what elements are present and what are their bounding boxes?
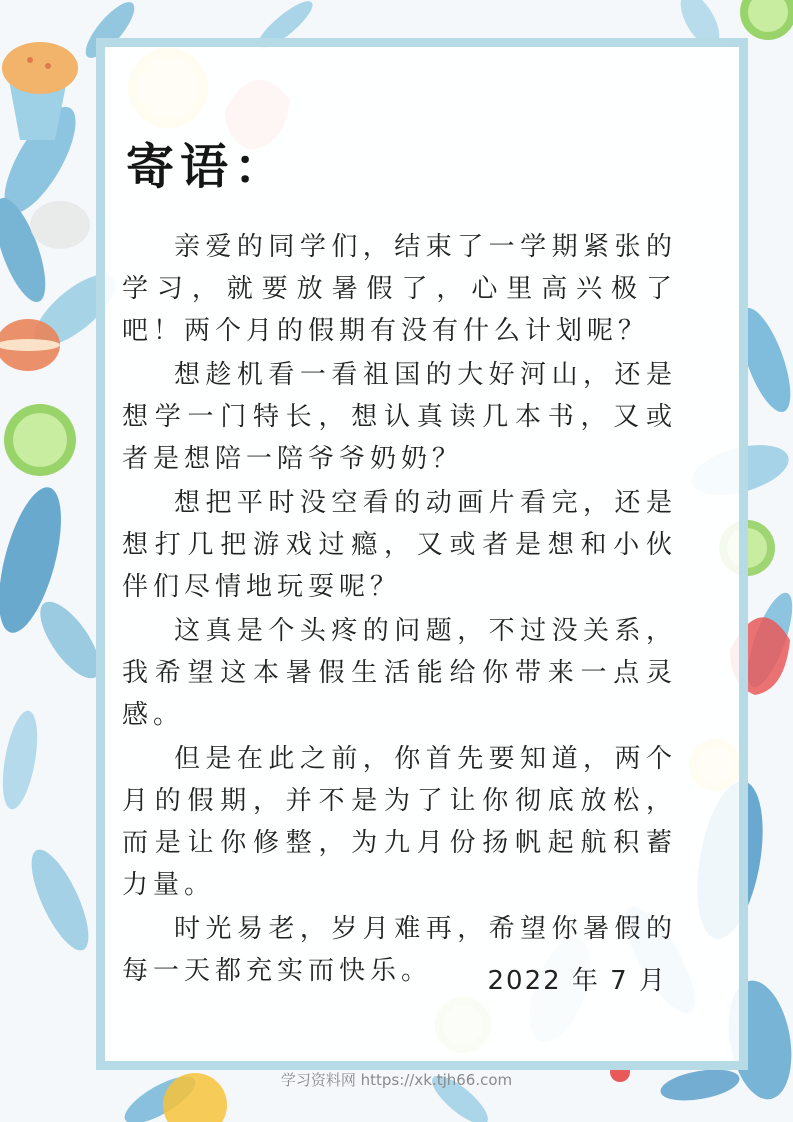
letter-body <box>122 226 677 994</box>
paragraph: 这真是个头疼的问题，不过没关系，我希望这本暑假生活能给你带来一点灵感。 <box>122 616 677 730</box>
paragraph: 想趁机看一看祖国的大好河山，还是想学一门特长，想认真读几本书，又或者是想陪一陪爷爷奶奶？ <box>122 360 677 474</box>
paragraph: 但是在此之前，你首先要知道，两个月的假期，并不是为了让你彻底放松，而是让你修整，为九月份扬帆起航积蓄力量。 <box>122 744 677 900</box>
paragraph: 亲爱的同学们，结束了一学期紧张的学习，就要放暑假了，心里高兴极了吧！两个月的假期有没有什么计划呢？ <box>122 232 677 346</box>
paragraph: 想把平时没空看的动画片看完，还是想打几把游戏过瘾，又或者是想和小伙伴们尽情地玩耍呢？ <box>122 488 677 602</box>
letter-date: 2022 年 7 月 <box>487 966 667 996</box>
paragraph: 时光易老，岁月难再，希望你暑假的每一天都充实而快乐。 <box>122 914 677 986</box>
watermark-link[interactable]: 学习资料网 https://xk.tjh66.com <box>280 1071 513 1089</box>
letter-title: 寄语： <box>126 139 289 195</box>
